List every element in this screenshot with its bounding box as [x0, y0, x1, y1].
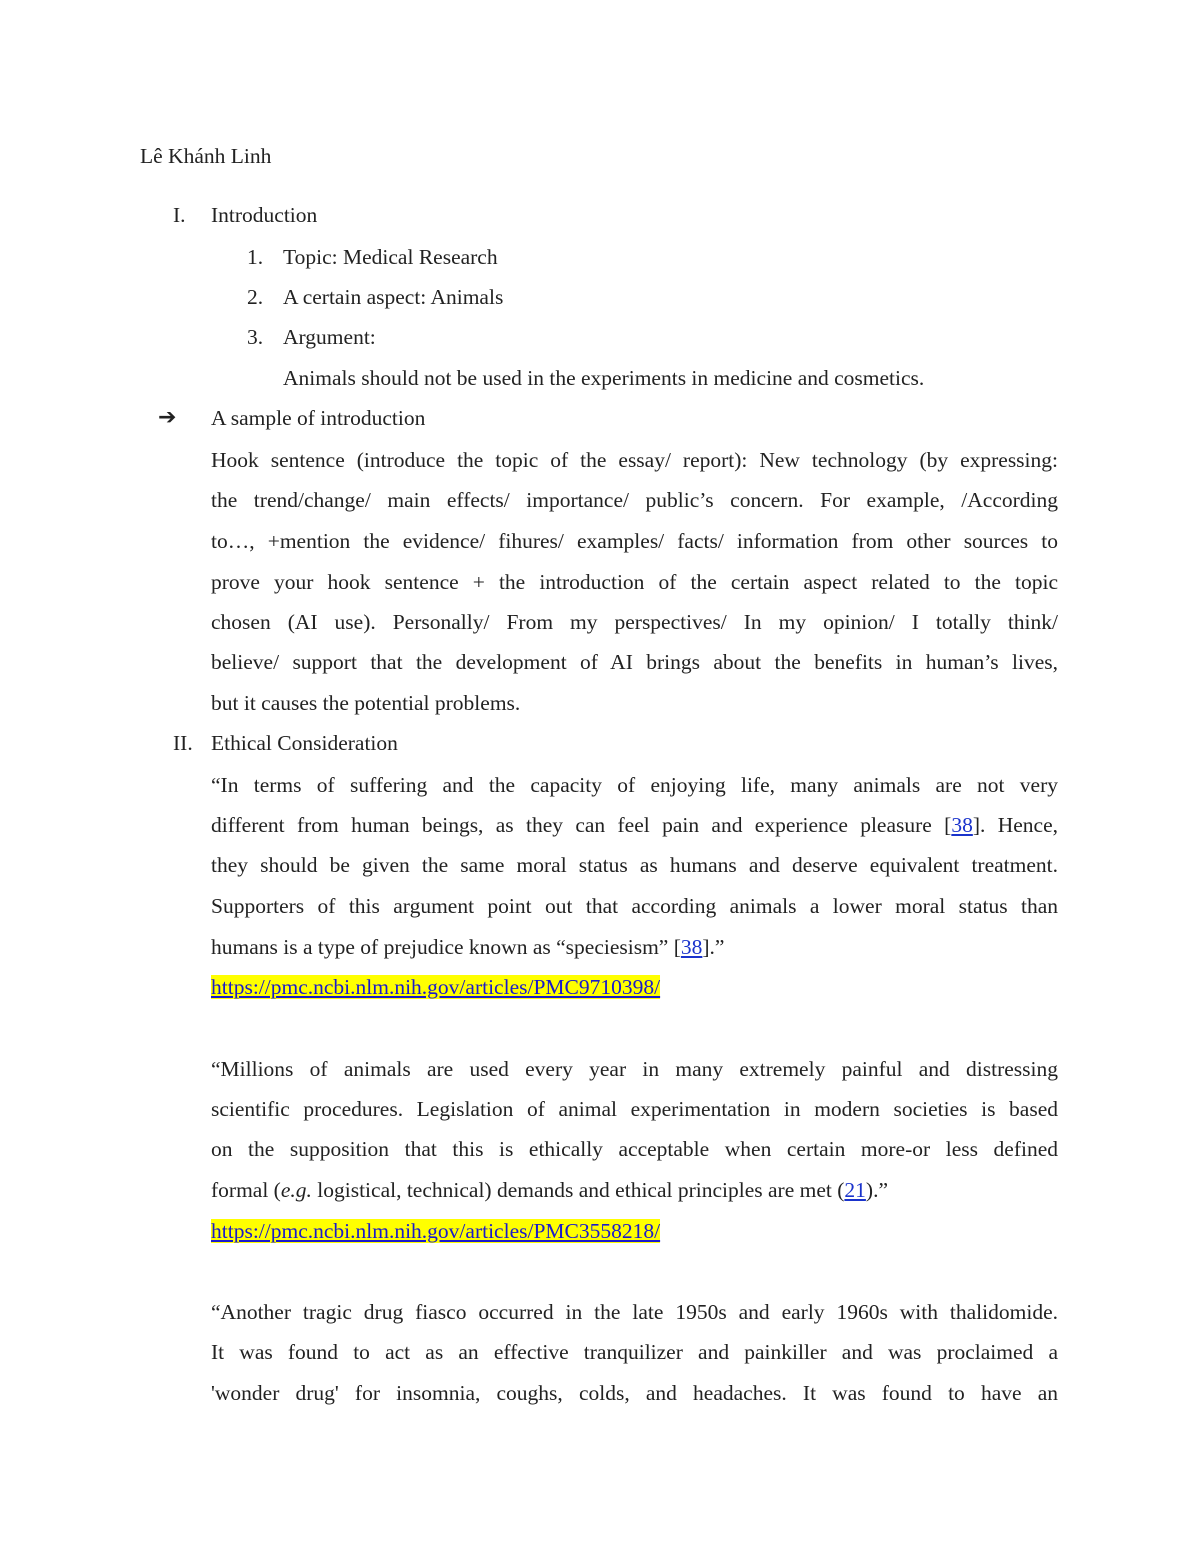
quote-text: logistical, technical) demands and ethical principles are met (: [311, 1178, 845, 1202]
quote-line: It was found to act as an effective tranquilizer and painkiller and was proclaimed a: [211, 1340, 1058, 1364]
sample-line: prove your hook sentence + the introduction of the certain aspect related to the topic: [211, 570, 1058, 594]
quote-line: “Another tragic drug fiasco occurred in the late 1950s and early 1960s with thalidomide.: [211, 1300, 1058, 1324]
citation-link[interactable]: 21: [844, 1178, 866, 1202]
sample-line: to…, +mention the evidence/ fihures/ examples/ facts/ information from other sources to: [211, 529, 1058, 553]
section-numeral-2: II.: [173, 731, 193, 755]
author-name: Lê Khánh Linh: [140, 144, 272, 168]
list-number: 2.: [247, 285, 264, 309]
sample-line: believe/ support that the development of AI brings about the benefits in human’s lives,: [211, 650, 1058, 674]
citation-link[interactable]: 38: [680, 935, 703, 959]
quote-text: different from human beings, as they can feel pain and experience pleasure [: [211, 813, 952, 837]
quote-line: “Millions of animals are used every year in many extremely painful and distressing: [211, 1057, 1058, 1081]
quote-text: ]. Hence,: [972, 813, 1058, 837]
quote-line: on the supposition that this is ethically acceptable when certain more-or less defined: [211, 1137, 1058, 1161]
source-link[interactable]: https://pmc.ncbi.nlm.nih.gov/articles/PMC9710398/: [211, 975, 661, 999]
sample-line: Hook sentence (introduce the topic of the essay/ report): New technology (by expressing:: [211, 448, 1058, 472]
source-url-line: [211, 1217, 660, 1245]
quote-line: [211, 1176, 888, 1204]
sample-line: chosen (AI use). Personally/ From my perspectives/ In my opinion/ I totally think/: [211, 610, 1058, 634]
section-title-ethical-consideration: Ethical Consideration: [211, 731, 398, 755]
argument-text: Animals should not be used in the experiments in medicine and cosmetics.: [283, 366, 925, 390]
quote-line: [211, 811, 1058, 839]
source-url-line: [211, 973, 660, 1001]
section-title-introduction: Introduction: [211, 203, 318, 227]
list-number: 1.: [247, 245, 264, 269]
quote-line: 'wonder drug' for insomnia, coughs, colds, and headaches. It was found to have an: [211, 1381, 1058, 1405]
sample-line: but it causes the potential problems.: [211, 691, 521, 715]
list-item-aspect: A certain aspect: Animals: [283, 285, 504, 309]
list-number: 3.: [247, 325, 264, 349]
quote-line: scientific procedures. Legislation of animal experimentation in modern societies is based: [211, 1097, 1058, 1121]
sample-line: the trend/change/ main effects/ importance/ public’s concern. For example, /According: [211, 488, 1058, 512]
list-item-topic: Topic: Medical Research: [283, 245, 498, 269]
source-link[interactable]: https://pmc.ncbi.nlm.nih.gov/articles/PMC3558218/: [211, 1219, 661, 1243]
arrow-right-icon: ➔: [158, 405, 177, 430]
quote-text: formal (: [211, 1178, 281, 1202]
sample-heading: A sample of introduction: [211, 406, 426, 430]
quote-line: “In terms of suffering and the capacity of enjoying life, many animals are not very: [211, 773, 1058, 797]
quote-text: ].”: [702, 935, 725, 959]
quote-line: they should be given the same moral status as humans and deserve equivalent treatment.: [211, 853, 1058, 877]
quote-text: humans is a type of prejudice known as “speciesism” [: [211, 935, 681, 959]
section-numeral-1: I.: [173, 203, 186, 227]
quote-line: Supporters of this argument point out that according animals a lower moral status than: [211, 894, 1058, 918]
quote-line: [211, 933, 724, 961]
quote-text: ).”: [865, 1178, 888, 1202]
list-item-argument: Argument:: [283, 325, 376, 349]
quote-emphasis: e.g.: [280, 1178, 312, 1202]
citation-link[interactable]: 38: [951, 813, 973, 837]
